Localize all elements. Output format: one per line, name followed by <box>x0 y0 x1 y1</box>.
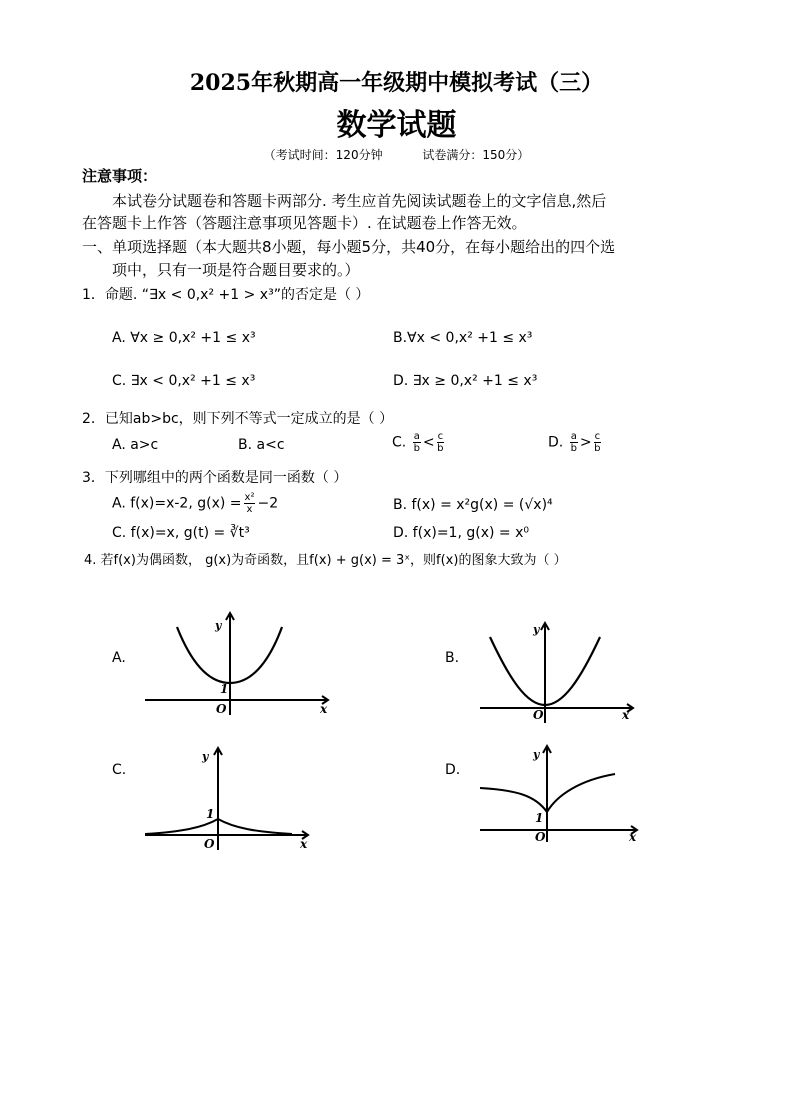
origin-label: O <box>216 702 227 716</box>
notice-heading: 注意事项： <box>82 167 158 185</box>
question-2-stem: 2．已知ab>bc，则下列不等式一定成立的是（ ） <box>82 411 394 427</box>
question-3-option-d: D. f(x)=1, g(x) = x⁰ <box>393 525 529 541</box>
exam-score: 试卷满分：150分） <box>422 148 530 162</box>
graph-d-label: D. <box>445 762 461 778</box>
notice-line-2: 在答题卡上作答（答题注意事项见答题卡）. 在试题卷上作答无效。 <box>82 214 527 232</box>
one-label: 1 <box>535 811 544 825</box>
one-label: 1 <box>206 807 215 821</box>
question-3-option-a: A. f(x)=x-2, g(x) = $\frac{\text{x²}}{x}$ −2 <box>112 492 279 515</box>
greater-than-sign: > <box>579 434 592 451</box>
question-4-stem: 4. 若f(x)为偶函数， g(x)为奇函数，且f(x) + g(x) = 3ˣ，则f(x)的图象大致为（ ） <box>84 553 567 568</box>
graph-c <box>140 740 320 855</box>
exam-time: （考试时间：120分钟 <box>263 148 383 162</box>
subject-title: 数学试题 <box>336 108 457 143</box>
origin-label: O <box>204 837 215 851</box>
x-axis-label: x <box>629 830 637 844</box>
question-1-option-d: D. ∃x ≥ 0,x² +1 ≤ x³ <box>393 373 538 389</box>
x-axis-label: x <box>300 837 308 851</box>
y-axis-label: y <box>533 623 540 636</box>
option-c-label: C. <box>392 434 407 451</box>
fraction-c-over-b: $\frac{c}{b}$ <box>437 431 444 454</box>
question-2-option-b: B. a<c <box>238 437 285 453</box>
fraction-c-over-b: $\frac{c}{b}$ <box>594 431 601 454</box>
section-heading-1: 一、单项选择题（本大题共8小题，每小题5分，共40分，在每小题给出的四个选 <box>82 238 616 256</box>
x-axis-label: x <box>622 708 630 722</box>
exam-title: 2025年秋期高一年级期中模拟考试（三） <box>189 70 604 96</box>
x-axis-label: x <box>320 702 328 716</box>
question-3-stem: 3．下列哪组中的两个函数是同一函数（ ） <box>82 470 348 486</box>
graph-b-label: B. <box>445 650 460 666</box>
question-1-option-b: B.∀x < 0,x² +1 ≤ x³ <box>393 330 533 346</box>
question-3-option-c: C. f(x)=x, g(t) = ∛t³ <box>112 525 250 541</box>
question-1-option-a: A. ∀x ≥ 0,x² +1 ≤ x³ <box>112 330 256 346</box>
question-2-option-a: A. a>c <box>112 437 159 453</box>
question-2-option-c <box>392 431 446 454</box>
graph-c-label: C. <box>112 762 127 778</box>
graph-a <box>140 605 340 720</box>
graph-d <box>475 740 645 845</box>
origin-label: O <box>533 708 544 722</box>
notice-line-1: 本试卷分试题卷和答题卡两部分. 考生应首先阅读试题卷上的文字信息,然后 <box>112 192 607 210</box>
less-than-sign: < <box>422 434 435 451</box>
y-axis-label: y <box>215 619 222 632</box>
y-axis-label: y <box>202 750 209 763</box>
section-heading-2: 项中，只有一项是符合题目要求的。） <box>112 261 360 279</box>
graph-b <box>475 615 640 730</box>
fraction-a-over-b: $\frac{a}{b}$ <box>413 431 420 454</box>
one-label: 1 <box>220 682 229 696</box>
question-1-stem: 1．命题. “∃x < 0,x² +1 > x³”的否定是（ ） <box>82 287 370 303</box>
origin-label: O <box>535 830 546 844</box>
fraction-a-over-b: $\frac{a}{b}$ <box>570 431 577 454</box>
y-axis-label: y <box>533 748 540 761</box>
graph-a-label: A. <box>112 650 126 666</box>
option-d-label: D. <box>548 434 564 451</box>
exam-meta <box>0 146 793 163</box>
question-3-option-b: B. f(x) = x²g(x) = (√x)⁴ <box>393 497 553 513</box>
question-2-option-d <box>548 431 603 454</box>
fraction-x2-over-x: $\frac{\text{x²}}{x}$ <box>244 492 255 515</box>
question-1-option-c: C. ∃x < 0,x² +1 ≤ x³ <box>112 373 256 389</box>
